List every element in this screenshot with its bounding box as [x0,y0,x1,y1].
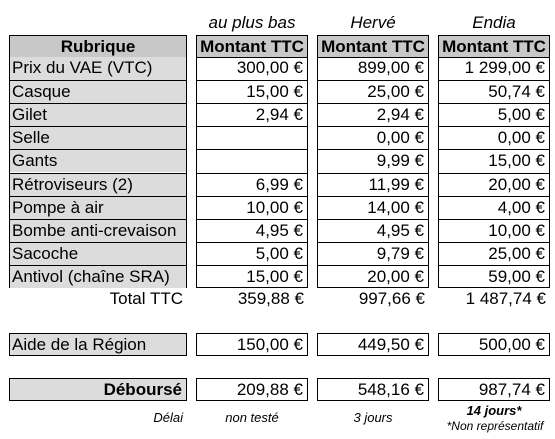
row-c2: 0,00 € [317,126,429,149]
row-c1: 4,95 € [196,219,308,242]
row-c2: 11,99 € [317,173,429,196]
row-c3: 59,00 € [438,265,550,288]
row-c1: 2,94 € [196,103,308,126]
column-title-endia: Endia [472,13,516,32]
row-label: Selle [9,126,187,149]
header-montant-2: Montant TTC [317,35,429,58]
column-title-au-plus-bas: au plus bas [208,13,296,32]
total-label: Total TTC [109,289,183,308]
delai-note: *Non représentatif [446,419,544,433]
row-label: Gilet [9,103,187,126]
row-c1: 15,00 € [196,80,308,103]
aide-c3: 500,00 € [438,333,550,356]
total-c3: 1 487,74 € [465,289,546,308]
row-c3: 50,74 € [438,80,550,103]
row-c2: 14,00 € [317,196,429,219]
row-c3: 15,00 € [438,149,550,172]
row-c3: 1 299,00 € [438,57,550,80]
row-label: Sacoche [9,242,187,265]
aide-c2: 449,50 € [317,333,429,356]
row-c1: 15,00 € [196,265,308,288]
total-c2: 997,66 € [358,289,425,308]
row-c2: 20,00 € [317,265,429,288]
row-c3: 4,00 € [438,196,550,219]
row-c3: 0,00 € [438,126,550,149]
row-label: Prix du VAE (VTC) [9,57,187,80]
row-c3: 5,00 € [438,103,550,126]
row-c1: 300,00 € [196,57,308,80]
row-label: Pompe à air [9,196,187,219]
total-c1: 359,88 € [237,289,304,308]
row-c2: 2,94 € [317,103,429,126]
row-c3: 25,00 € [438,242,550,265]
header-montant-1: Montant TTC [196,35,308,58]
row-c3: 10,00 € [438,219,550,242]
aide-label: Aide de la Région [9,333,187,356]
debourse-c2: 548,16 € [317,378,429,401]
row-label: Gants [9,149,187,172]
row-c2: 25,00 € [317,80,429,103]
row-c1: 6,99 € [196,173,308,196]
debourse-c3: 987,74 € [438,378,550,401]
row-label: Casque [9,80,187,103]
row-c3: 20,00 € [438,173,550,196]
header-montant-3: Montant TTC [438,35,550,58]
row-c2: 899,00 € [317,57,429,80]
row-c1 [196,126,308,149]
row-c2: 9,99 € [317,149,429,172]
row-label: Bombe anti-crevaison [9,219,187,242]
aide-c1: 150,00 € [196,333,308,356]
row-label: Antivol (chaîne SRA) [9,265,187,288]
delai-c1: non testé [225,410,279,425]
debourse-label: Déboursé [9,378,187,401]
row-label: Rétroviseurs (2) [9,173,187,196]
row-c1: 5,00 € [196,242,308,265]
column-title-herve: Hervé [350,13,396,32]
debourse-c1: 209,88 € [196,378,308,401]
row-c2: 4,95 € [317,219,429,242]
delai-c3: 14 jours* [466,403,522,418]
row-c1: 10,00 € [196,196,308,219]
row-c1 [196,149,308,172]
delai-label: Délai [153,410,183,425]
delai-c2: 3 jours [353,410,393,425]
row-c2: 9,79 € [317,242,429,265]
header-rubrique: Rubrique [9,35,187,58]
